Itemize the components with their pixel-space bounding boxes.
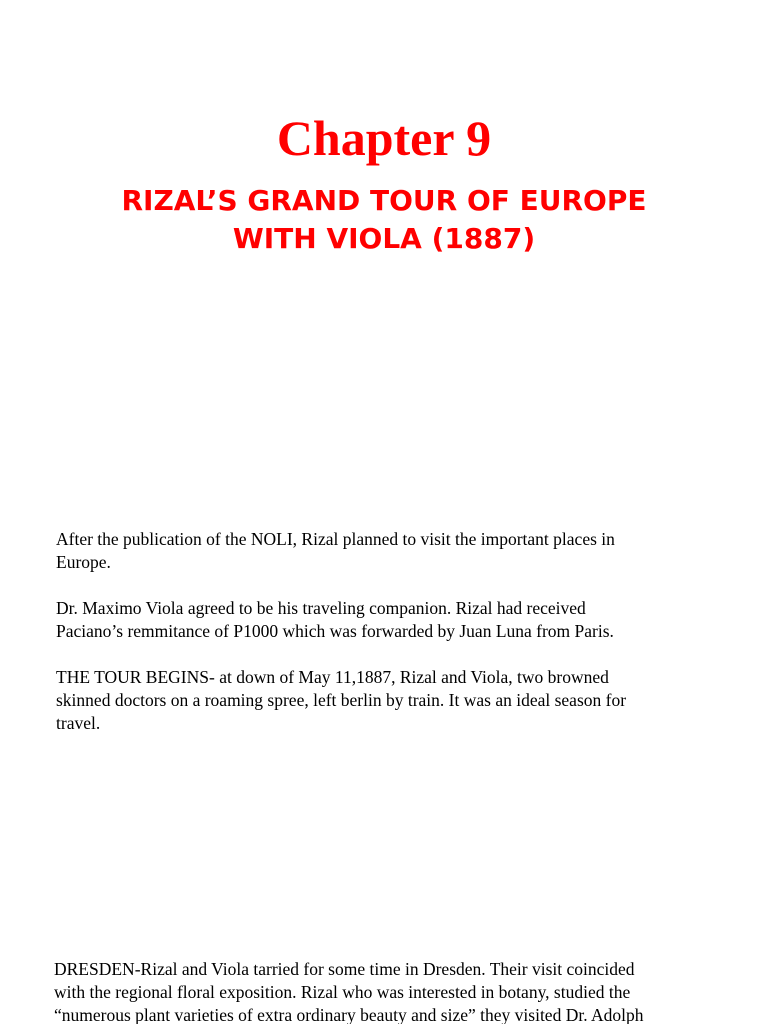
subtitle-line-2: WITH VIOLA (1887) (232, 222, 536, 255)
paragraph-line: with the regional floral exposition. Rizal who was interested in botany, studied the (54, 982, 631, 1002)
paragraph-companion (56, 597, 716, 643)
body-text-block-dresden (54, 958, 714, 1024)
paragraph-lead: DRESDEN- (54, 959, 141, 979)
paragraph-line: skinned doctors on a roaming spree, left berlin by train. It was an ideal season for (56, 690, 627, 710)
paragraph-line-rest: at down of May 11,1887, Rizal and Viola, two browned (214, 667, 609, 687)
paragraph-line: travel. (56, 713, 101, 733)
paragraph-line (54, 958, 714, 981)
paragraph-tour-begins (56, 666, 716, 735)
paragraph-line-rest: Rizal and Viola tarried for some time in Dresden. Their visit coincided (140, 959, 635, 979)
paragraph-line: Dr. Maximo Viola agreed to be his traveling companion. Rizal had received (56, 598, 586, 618)
paragraph-line: Europe. (56, 552, 111, 572)
chapter-title: Chapter 9 (276, 110, 492, 166)
paragraph-line: “numerous plant varieties of extra ordinary beauty and size” they visited Dr. Adolph (54, 1005, 644, 1024)
body-text-block (56, 528, 716, 758)
paragraph-lead: THE TOUR BEGINS- (56, 667, 215, 687)
subtitle-line-1: RIZAL’S GRAND TOUR OF EUROPE (121, 184, 647, 217)
paragraph-line (56, 666, 716, 689)
paragraph-line: Paciano’s remmitance of P1000 which was forwarded by Juan Luna from Paris. (56, 621, 614, 641)
paragraph-publication (56, 528, 716, 574)
paragraph-line: After the publication of the NOLI, Rizal planned to visit the important places in (56, 529, 615, 549)
paragraph-dresden (54, 958, 714, 1024)
chapter-subtitle (0, 182, 768, 258)
